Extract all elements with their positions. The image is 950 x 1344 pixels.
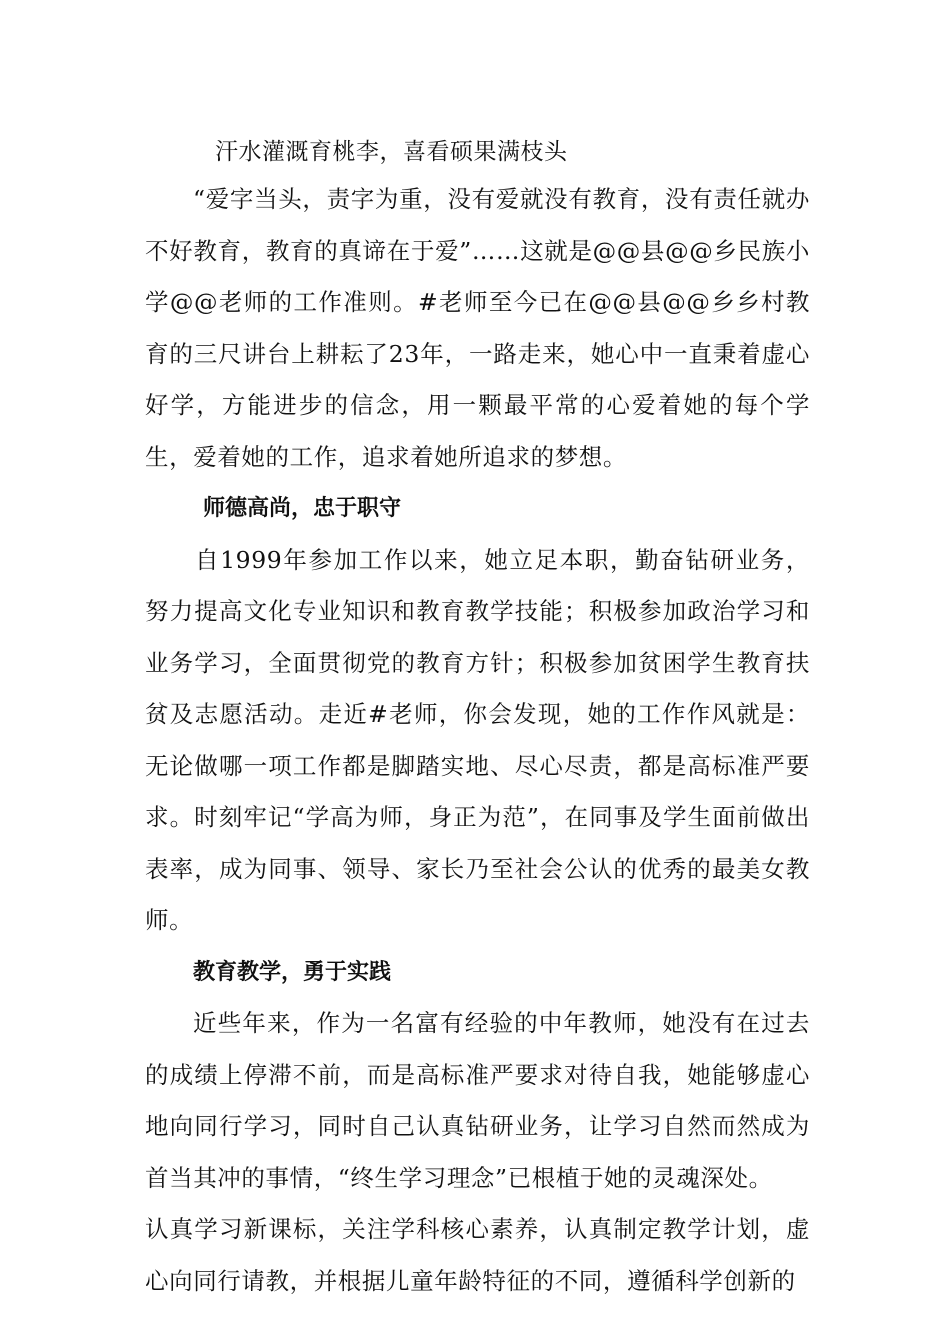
document-page <box>145 130 810 1307</box>
document-title: 汗水灌溉育桃李，喜看硕果满枝头 <box>215 139 568 165</box>
section-heading-teaching-practice: 教育教学，勇于实践 <box>193 959 392 985</box>
section1-paragraph: 自1999年参加工作以来，她立足本职，勤奋钻研业务，努力提高文化专业知识和教育教学技能；积极参加政治学习和业务学习，全面贯彻党的教育方针；积极参加贫困学生教育扶贫及志愿活动。走近#老师，你会发现，她的工作作风就是：无论做哪一项工作都是脚踏实地、尽心尽责，都是高标准严要求。时刻牢记“学高为师，身正为范”，在同事及学生面前做出表率，成为同事、领导、家长乃至社会公认的优秀的最美女教师。 <box>145 545 810 934</box>
section2-paragraph-continued: 认真学习新课标，关注学科核心素养，认真制定教学计划，虚心向同行请教，并根据儿童年龄特征的不同，遵循科学创新的 <box>145 1215 810 1295</box>
section2-paragraph: 近些年来，作为一名富有经验的中年教师，她没有在过去的成绩上停滞不前，而是高标准严要求对待自我，她能够虚心地向同行学习，同时自己认真钻研业务，让学习自然而然成为首当其冲的事情，“终生学习理念”已根植于她的灵魂深处。 <box>145 1009 810 1192</box>
intro-paragraph: “爱字当头，责字为重，没有爱就没有教育，没有责任就办不好教育，教育的真谛在于爱”……这就是@@县@@乡民族小学@@老师的工作准则。#老师至今已在@@县@@乡乡村教育的三尺讲台上耕耘了23年，一路走来，她心中一直秉着虚心好学，方能进步的信念，用一颗最平常的心爱着她的每个学生，爱着她的工作，追求着她所追求的梦想。 <box>145 185 810 471</box>
section-heading-teacher-ethics: 师德高尚，忠于职守 <box>203 496 402 521</box>
